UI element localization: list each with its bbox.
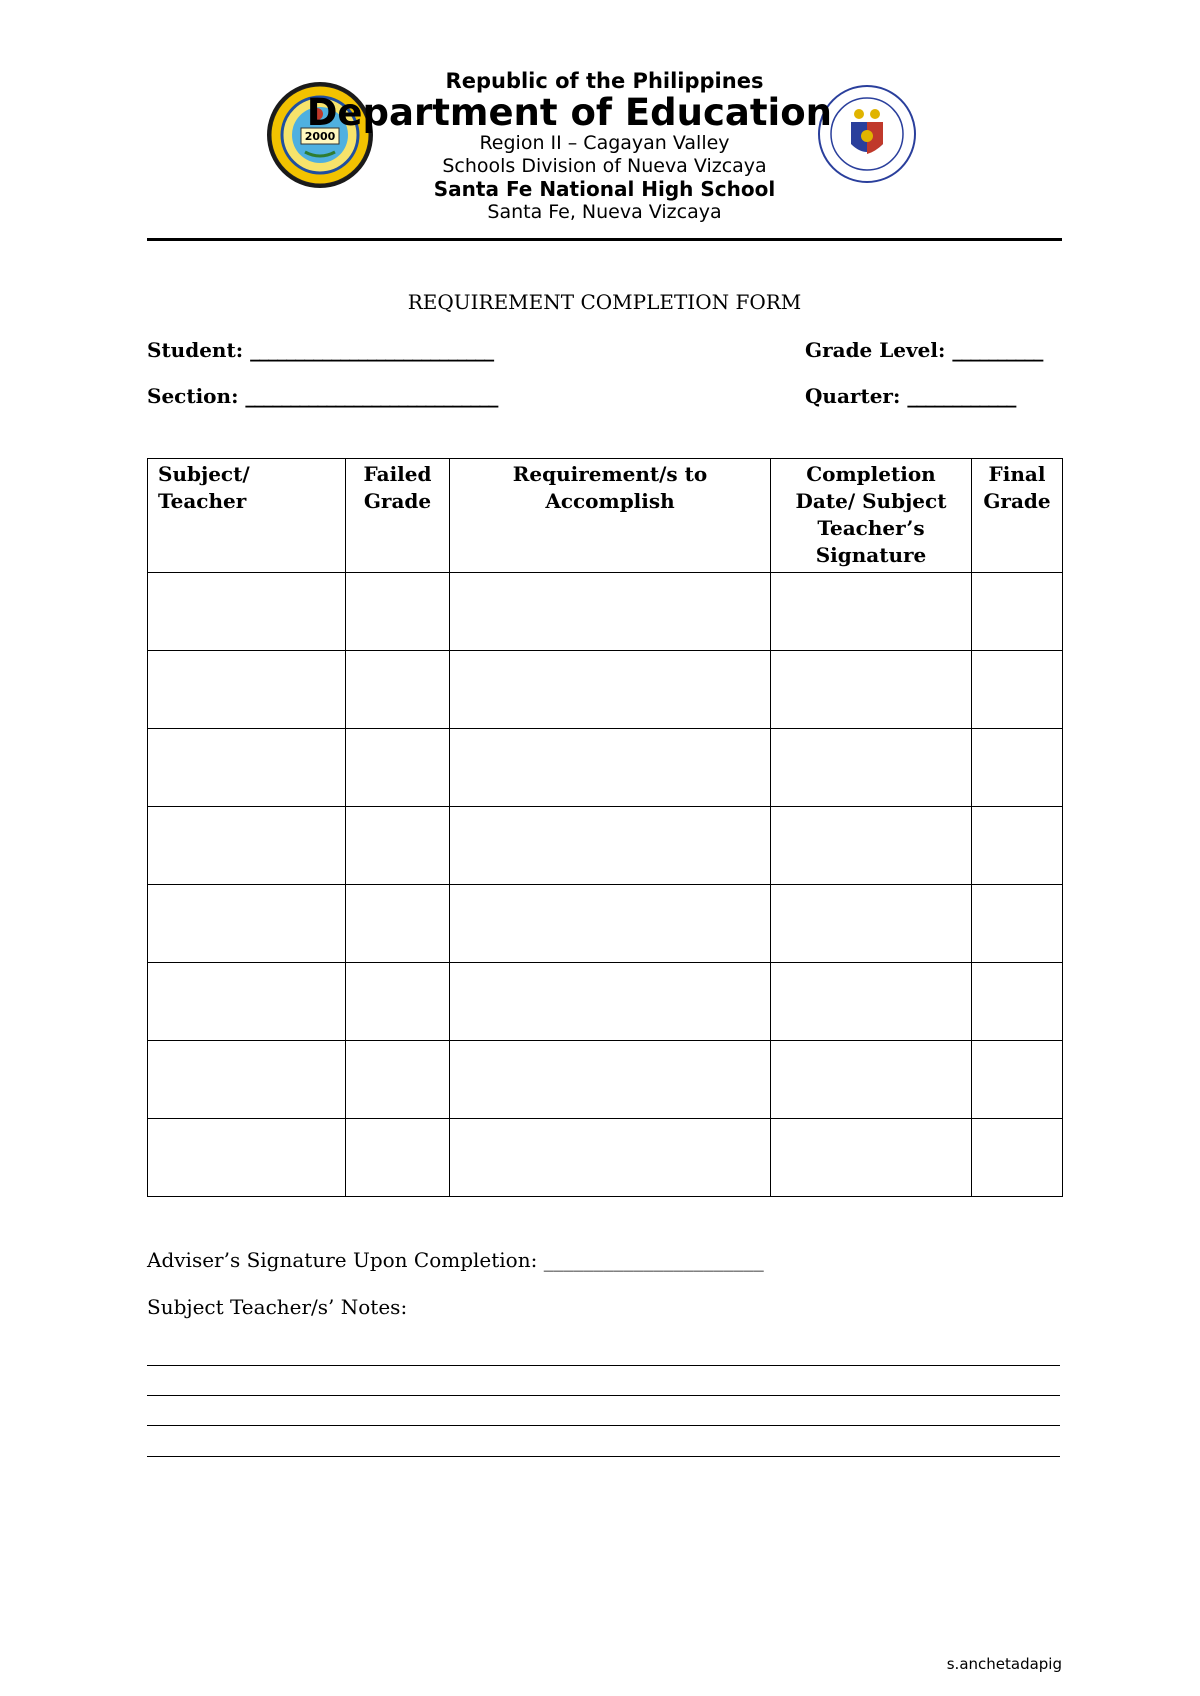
quarter-label: Quarter: — [805, 384, 901, 408]
table-cell[interactable] — [972, 729, 1063, 807]
table-cell[interactable] — [450, 573, 771, 651]
region-line: Region II – Cagayan Valley — [479, 132, 730, 154]
table-cell[interactable] — [346, 963, 450, 1041]
table-cell[interactable] — [771, 1041, 972, 1119]
table-cell[interactable] — [972, 807, 1063, 885]
header-requirements: Requirement/s to Accomplish — [450, 459, 771, 573]
table-row — [148, 651, 1063, 729]
table-cell[interactable] — [972, 1119, 1063, 1197]
section-label: Section: — [147, 384, 239, 408]
table-cell[interactable] — [972, 885, 1063, 963]
table-cell[interactable] — [450, 1041, 771, 1119]
grade-level-label: Grade Level: — [805, 338, 946, 362]
header-failed-grade: Failed Grade — [346, 459, 450, 573]
header-divider — [147, 238, 1062, 241]
table-cell[interactable] — [771, 1119, 972, 1197]
republic-heading: Republic of the Philippines — [445, 69, 764, 93]
table-row — [148, 729, 1063, 807]
table-header-row — [148, 459, 1063, 573]
form-title: REQUIREMENT COMPLETION FORM — [407, 290, 802, 314]
adviser-signature-field[interactable] — [147, 1248, 764, 1272]
table-cell[interactable] — [771, 885, 972, 963]
quarter-field[interactable] — [805, 384, 1015, 408]
table-row — [148, 1041, 1063, 1119]
table-cell[interactable] — [450, 651, 771, 729]
table-cell[interactable] — [148, 963, 346, 1041]
table-cell[interactable] — [972, 573, 1063, 651]
table-cell[interactable] — [450, 807, 771, 885]
table-row — [148, 885, 1063, 963]
table-cell[interactable] — [148, 729, 346, 807]
table-row — [148, 573, 1063, 651]
student-label: Student: — [147, 338, 244, 362]
table-cell[interactable] — [148, 885, 346, 963]
notes-line[interactable] — [147, 1365, 1060, 1366]
table-cell[interactable] — [771, 573, 972, 651]
table-cell[interactable] — [148, 1041, 346, 1119]
table-cell[interactable] — [346, 807, 450, 885]
table-row — [148, 1119, 1063, 1197]
table-cell[interactable] — [346, 651, 450, 729]
student-field[interactable] — [147, 338, 493, 362]
header-subject-teacher: Subject/ Teacher — [148, 459, 346, 573]
adviser-signature-label: Adviser’s Signature Upon Completion: — [147, 1248, 538, 1272]
table-cell[interactable] — [972, 651, 1063, 729]
requirements-table — [147, 458, 1063, 1197]
table-cell[interactable] — [148, 573, 346, 651]
quarter-blank[interactable]: ____________ — [907, 384, 1016, 408]
table-cell[interactable] — [450, 963, 771, 1041]
footer-credit: s.anchetadapig — [946, 1655, 1062, 1673]
table-cell[interactable] — [771, 963, 972, 1041]
notes-line[interactable] — [147, 1425, 1060, 1426]
student-blank[interactable]: ___________________________ — [250, 338, 494, 362]
table-cell[interactable] — [771, 729, 972, 807]
table-cell[interactable] — [450, 1119, 771, 1197]
table-cell[interactable] — [148, 1119, 346, 1197]
table-cell[interactable] — [972, 963, 1063, 1041]
school-address: Santa Fe, Nueva Vizcaya — [487, 201, 722, 223]
table-cell[interactable] — [346, 573, 450, 651]
table-cell[interactable] — [148, 807, 346, 885]
grade-level-blank[interactable]: __________ — [952, 338, 1043, 362]
table-cell[interactable] — [450, 885, 771, 963]
notes-line[interactable] — [147, 1395, 1060, 1396]
division-line: Schools Division of Nueva Vizcaya — [442, 155, 767, 177]
header-completion-date: Completion Date/ Subject Teacher’s Signature — [771, 459, 972, 573]
table-row — [148, 807, 1063, 885]
letterhead — [147, 68, 1062, 238]
notes-label: Subject Teacher/s’ Notes: — [147, 1295, 408, 1319]
notes-line[interactable] — [147, 1456, 1060, 1457]
grade-level-field[interactable] — [805, 338, 1042, 362]
table-cell[interactable] — [148, 651, 346, 729]
section-blank[interactable]: ____________________________ — [245, 384, 498, 408]
school-name: Santa Fe National High School — [433, 177, 776, 201]
table-cell[interactable] — [771, 807, 972, 885]
adviser-signature-blank[interactable]: ______________________ — [543, 1248, 764, 1272]
table-row — [148, 963, 1063, 1041]
table-cell[interactable] — [346, 1119, 450, 1197]
svg-text:2000: 2000 — [304, 130, 336, 143]
table-cell[interactable] — [346, 885, 450, 963]
table-cell[interactable] — [346, 729, 450, 807]
department-heading: Department of Education — [306, 91, 832, 134]
table-cell[interactable] — [346, 1041, 450, 1119]
table-cell[interactable] — [972, 1041, 1063, 1119]
section-field[interactable] — [147, 384, 497, 408]
header-final-grade: Final Grade — [972, 459, 1063, 573]
table-cell[interactable] — [771, 651, 972, 729]
table-cell[interactable] — [450, 729, 771, 807]
